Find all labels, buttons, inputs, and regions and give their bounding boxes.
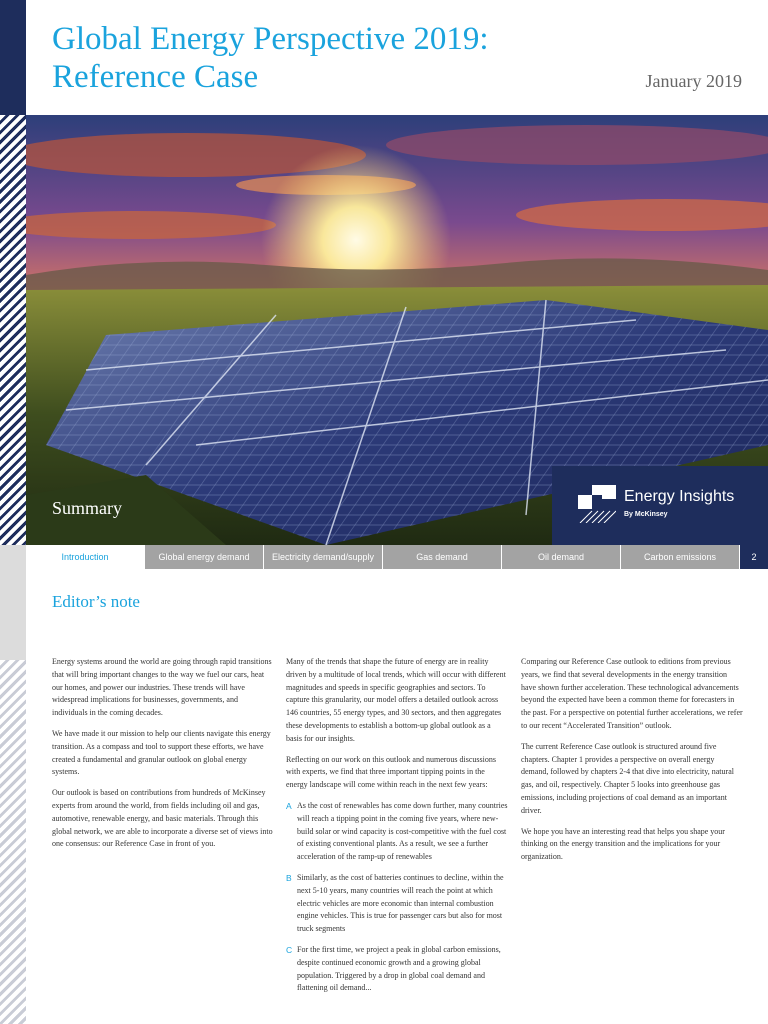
- tab-global-energy-demand[interactable]: Global energy demand: [145, 545, 263, 569]
- chapter-tab-bar: [26, 545, 768, 569]
- page-number: 2: [740, 545, 768, 569]
- tab-oil-demand[interactable]: Oil demand: [502, 545, 620, 569]
- list-letter: B: [286, 872, 292, 883]
- left-color-strip: [0, 0, 26, 115]
- brand-byline: By McKinsey: [624, 511, 668, 518]
- paragraph: We hope you have an interesting read that helps you shape your thinking on the energy transition and the implications for your organization.: [521, 826, 725, 862]
- paragraph: Energy systems around the world are going through rapid transitions that will bring important changes to the way we fuel our cars, heat our homes, and power our industries. These trends will have widespread implications for businesses, governments, and individuals in the coming decades.: [52, 657, 272, 718]
- tab-gas-demand[interactable]: Gas demand: [383, 545, 501, 569]
- tab-electricity-demand-supply[interactable]: Electricity demand/supply: [264, 545, 382, 569]
- tab-introduction[interactable]: Introduction: [26, 545, 144, 569]
- paragraph: The current Reference Case outlook is structured around five chapters. Chapter 1 provides a perspective on overall energy demand, followed by chapters 2-4 that dive into electricity, natural gas, and oil, respectively. Chapter 5 looks into greenhouse gas emissions, including projections of coal demand as an important driver.: [521, 741, 734, 815]
- list-letter: C: [286, 944, 293, 955]
- tipping-point-b: [286, 872, 508, 936]
- paragraph: Reflecting on our work on this outlook and numerous discussions with experts, we find that three important tipping points in the energy landscape will come within reach in the next few years:: [286, 754, 496, 790]
- paragraph: Many of the trends that shape the future of energy are in reality driven by a multitude of local trends, which will occur with different magnitudes and speeds in specific geographies and sectors. To capture this granularity, our model offers a detailed outlook across 146 countries, 55 energy types, and 30 sectors, and then aggregates these developments to establish a bottom-up global outlook as a basis for our insights.: [286, 657, 506, 743]
- report-title-line2: Reference Case: [52, 59, 259, 95]
- text-column-2: [286, 656, 508, 1003]
- energy-insights-logo-icon: [578, 485, 616, 523]
- report-title-line1: Global Energy Perspective 2019:: [52, 21, 489, 57]
- tipping-point-text: As the cost of renewables has come down further, many countries will reach a tipping point in the coming five years, where new-build solar or wind capacity is cost-competitive with the fuel cost of existing conventional plants. As a result, we see a further acceleration of the ramp-up of renewables: [297, 800, 508, 862]
- left-hatch-pattern-bottom: [0, 660, 26, 1024]
- brand-name: Energy Insights: [624, 488, 735, 505]
- energy-insights-brand: [552, 466, 768, 545]
- left-hatch-pattern: [0, 115, 26, 545]
- tipping-point-c: [286, 944, 508, 995]
- section-label-summary: Summary: [52, 498, 122, 518]
- paragraph: Our outlook is based on contributions from hundreds of McKinsey experts from around the world, from fields including oil and gas, automotive, renewable energy, and basic materials. Through this global network, we are able to incorporate a diverse set of views into one consensus: our Reference Case in front of you.: [52, 788, 273, 849]
- tab-carbon-emissions[interactable]: Carbon emissions: [621, 545, 739, 569]
- section-heading: Editor’s note: [52, 592, 140, 611]
- text-column-3: [521, 656, 743, 872]
- paragraph: We have made it our mission to help our clients navigate this energy transition. As a compass and tool to support these efforts, we have created a fundamental and granular outlook on global energy systems.: [52, 728, 271, 777]
- list-letter: A: [286, 800, 292, 811]
- report-date: January 2019: [645, 71, 742, 91]
- tipping-point-a: [286, 800, 508, 864]
- left-gray-strip: [0, 545, 26, 660]
- tipping-point-text: Similarly, as the cost of batteries continues to decline, within the next 5-10 years, many countries will reach the point at which electric vehicles are more economic than internal combustion engine vehicles. This is true for passenger cars but also for most truck segments: [297, 872, 504, 934]
- tipping-point-text: For the first time, we project a peak in global carbon emissions, despite continued economic growth and a growing global population. Triggered by a drop in global coal demand and flattening oil demand...: [297, 944, 501, 993]
- report-title: [52, 20, 612, 96]
- paragraph: Comparing our Reference Case outlook to editions from previous years, we find that several developments in the energy transition have shown further acceleration. These technological advancements beyond the expected have been a common theme for forecasters in the past. For a perspective on potential further accelerations, we refer to our recent “Accelerated Transition” outlook.: [521, 657, 743, 730]
- text-column-1: [52, 656, 274, 859]
